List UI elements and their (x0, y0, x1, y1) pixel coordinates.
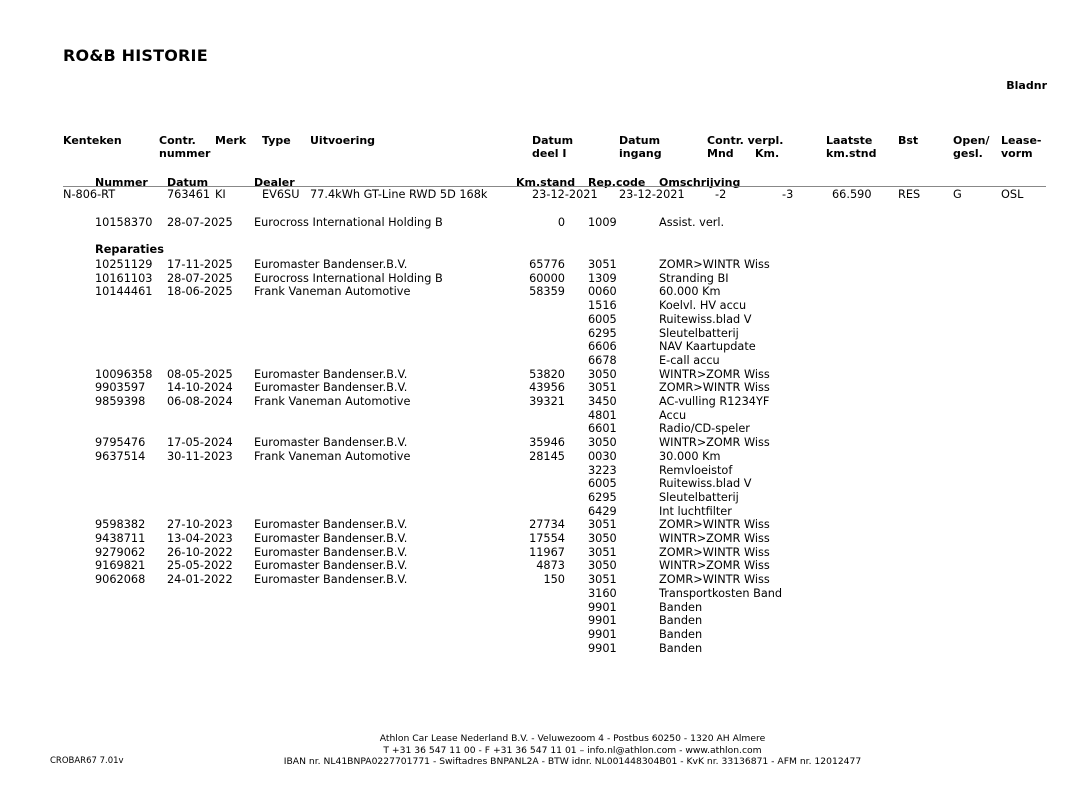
assist-kmstand: 0 (557, 216, 565, 229)
row-repcode: 3051 (588, 381, 617, 395)
row-omschrijving: ZOMR>WINTR Wiss (659, 258, 770, 271)
row-kmstand: 27734 (529, 518, 565, 532)
row-omschrijving: WINTR>ZOMR Wiss (659, 559, 770, 573)
row-dealer: Euromaster Bandenser.B.V. (254, 381, 408, 395)
row-dealer: Frank Vaneman Automotive (254, 449, 411, 463)
header-kenteken: Kenteken (63, 134, 122, 147)
header-mnd: Mnd (707, 147, 734, 160)
row-repcode: 1309 (588, 271, 617, 285)
row-repcode: 0030 (588, 449, 617, 463)
row-nummer: 10144461 (95, 285, 153, 299)
row-omschrijving: WINTR>ZOMR Wiss (659, 436, 770, 450)
subheader-dealer: Dealer (254, 176, 295, 189)
header-laatste-km: Laatste km.stnd (826, 134, 877, 160)
row-omschrijving: Radio/CD-speler (659, 422, 750, 436)
row-nummer: 9859398 (95, 395, 146, 408)
vehicle-uitvoering: 77.4kWh GT-Line RWD 5D 168k (310, 188, 488, 201)
row-repcode: 9901 (588, 614, 617, 628)
header-datum-deel: Datum deel I (532, 134, 574, 160)
row-nummer: 9169821 (95, 559, 146, 573)
row-kmstand: 4873 (536, 559, 565, 573)
row-repcode: 3450 (588, 395, 617, 408)
row-dealer: Euromaster Bandenser.B.V. (254, 545, 408, 559)
row-omschrijving: ZOMR>WINTR Wiss (659, 381, 770, 395)
subheader-datum: Datum (167, 176, 209, 189)
row-nummer: 9795476 (95, 436, 146, 450)
assist-datum: 28-07-2025 (167, 216, 233, 229)
header-uitvoering: Uitvoering (310, 134, 376, 147)
row-repcode: 6606 (588, 340, 617, 354)
row-datum: 08-05-2025 (167, 367, 233, 381)
row-omschrijving: Remvloeistof (659, 463, 733, 477)
row-nummer: 9903597 (95, 381, 146, 395)
reparaties-label: Reparaties (95, 243, 164, 256)
row-nummer: 10161103 (95, 271, 153, 285)
row-omschrijving: Accu (659, 408, 687, 422)
vehicle-km: -3 (782, 188, 794, 201)
row-repcode: 3050 (588, 436, 617, 450)
row-repcode: 3051 (588, 258, 617, 271)
header-bst: Bst (898, 134, 919, 147)
page-title: RO&B HISTORIE (63, 46, 208, 65)
row-omschrijving: Banden (659, 641, 703, 655)
header-lease-vorm: Lease- vorm (1001, 134, 1042, 160)
row-dealer: Euromaster Bandenser.B.V. (254, 532, 408, 545)
row-repcode: 6005 (588, 477, 617, 491)
row-omschrijving: NAV Kaartupdate (659, 340, 756, 354)
header-type: Type (262, 134, 291, 147)
row-repcode: 0060 (588, 285, 617, 299)
row-kmstand: 150 (543, 573, 565, 587)
row-omschrijving: 30.000 Km (659, 449, 721, 463)
row-repcode: 4801 (588, 408, 617, 422)
row-kmstand: 65776 (529, 258, 565, 271)
vehicle-mnd: -2 (715, 188, 727, 201)
row-repcode: 3050 (588, 559, 617, 573)
vehicle-kenteken: N-806-RT (63, 188, 116, 201)
footer-address: Athlon Car Lease Nederland B.V. - Veluwezoom 4 - Postbus 60250 - 1320 AH Almere (379, 733, 766, 744)
row-repcode: 3051 (588, 518, 617, 532)
row-datum: 30-11-2023 (167, 449, 233, 463)
row-dealer: Frank Vaneman Automotive (254, 395, 411, 408)
row-repcode: 6005 (588, 312, 617, 326)
row-dealer: Euromaster Bandenser.B.V. (254, 436, 408, 450)
row-repcode: 3160 (588, 586, 617, 600)
vehicle-datum-ingang: 23-12-2021 (619, 188, 685, 201)
row-datum: 24-01-2022 (167, 573, 233, 587)
row-nummer: 10096358 (95, 367, 153, 381)
row-repcode: 9901 (588, 641, 617, 655)
row-omschrijving: Sleutelbatterij (659, 326, 739, 340)
row-kmstand: 17554 (529, 532, 565, 545)
row-omschrijving: Ruitewiss.blad V (659, 312, 752, 326)
row-repcode: 6429 (588, 504, 617, 518)
row-kmstand: 60000 (529, 271, 565, 285)
row-omschrijving: Sleutelbatterij (659, 490, 739, 504)
header-open-gesl: Open/ gesl. (953, 134, 990, 160)
vehicle-merk: KI (215, 188, 226, 201)
row-kmstand: 35946 (529, 436, 565, 450)
footer-bank: IBAN nr. NL41BNPA0227701771 - Swiftadres BNPANL2A - BTW idnr. NL001448304B01 - KvK nr. 33136871 - AFM nr. 12012477 (283, 756, 862, 767)
subheader-nummer: Nummer (95, 176, 148, 189)
row-nummer: 9598382 (95, 518, 146, 532)
row-omschrijving: Transportkosten Band (659, 586, 783, 600)
row-datum: 17-11-2025 (167, 258, 233, 271)
row-repcode: 3223 (588, 463, 617, 477)
header-merk: Merk (215, 134, 247, 147)
row-dealer: Euromaster Bandenser.B.V. (254, 573, 408, 587)
row-nummer: 10251129 (95, 258, 153, 271)
row-datum: 14-10-2024 (167, 381, 233, 395)
row-dealer: Euromaster Bandenser.B.V. (254, 559, 408, 573)
row-repcode: 3051 (588, 545, 617, 559)
row-omschrijving: Banden (659, 614, 703, 628)
row-kmstand: 28145 (529, 449, 565, 463)
row-omschrijving: E-call accu (659, 353, 720, 367)
row-omschrijving: Ruitewiss.blad V (659, 477, 752, 491)
vehicle-laatste-km: 66.590 (832, 188, 872, 201)
row-repcode: 9901 (588, 627, 617, 641)
vehicle-lease-vorm: OSL (1001, 188, 1024, 201)
row-kmstand: 43956 (529, 381, 565, 395)
row-nummer: 9637514 (95, 449, 146, 463)
subheader-omschrijving: Omschrijving (659, 176, 741, 189)
row-dealer: Eurocross International Holding B (254, 271, 443, 285)
row-repcode: 3050 (588, 367, 617, 381)
row-omschrijving: AC-vulling R1234YF (659, 395, 770, 408)
row-dealer: Euromaster Bandenser.B.V. (254, 518, 408, 532)
row-repcode: 6678 (588, 353, 617, 367)
row-kmstand: 53820 (529, 367, 565, 381)
header-datum-ingang: Datum ingang (619, 134, 662, 160)
row-omschrijving: Banden (659, 600, 703, 614)
row-nummer: 9438711 (95, 532, 146, 545)
page-number-label: Bladnr (1006, 79, 1047, 92)
row-omschrijving: Banden (659, 627, 703, 641)
row-datum: 27-10-2023 (167, 518, 233, 532)
row-kmstand: 11967 (529, 545, 565, 559)
row-datum: 18-06-2025 (167, 285, 233, 299)
row-repcode: 3051 (588, 573, 617, 587)
row-dealer: Euromaster Bandenser.B.V. (254, 258, 408, 271)
assist-repcode: 1009 (588, 216, 617, 229)
row-omschrijving: ZOMR>WINTR Wiss (659, 573, 770, 587)
row-dealer: Frank Vaneman Automotive (254, 285, 411, 299)
row-omschrijving: WINTR>ZOMR Wiss (659, 532, 770, 545)
header-km: Km. (755, 147, 780, 160)
row-kmstand: 58359 (529, 285, 565, 299)
assist-omschrijving: Assist. verl. (659, 216, 725, 229)
header-contract-nummer: Contr. nummer (159, 134, 211, 160)
assist-dealer: Eurocross International Holding B (254, 216, 443, 229)
row-dealer: Euromaster Bandenser.B.V. (254, 367, 408, 381)
vehicle-datum-deel: 23-12-2021 (532, 188, 598, 201)
row-repcode: 6295 (588, 326, 617, 340)
row-repcode: 3050 (588, 532, 617, 545)
vehicle-type: EV6SU (262, 188, 300, 201)
row-repcode: 1516 (588, 299, 617, 313)
row-omschrijving: 60.000 Km (659, 285, 721, 299)
row-repcode: 6601 (588, 422, 617, 436)
row-omschrijving: Int luchtfilter (659, 504, 732, 518)
row-omschrijving: Koelvl. HV accu (659, 299, 747, 313)
vehicle-bst: RES (898, 188, 921, 201)
row-omschrijving: Stranding BI (659, 271, 729, 285)
row-datum: 13-04-2023 (167, 532, 233, 545)
row-omschrijving: ZOMR>WINTR Wiss (659, 545, 770, 559)
header-divider (63, 186, 1046, 187)
row-nummer: 9062068 (95, 573, 146, 587)
row-datum: 17-05-2024 (167, 436, 233, 450)
assist-nummer: 10158370 (95, 216, 153, 229)
row-kmstand: 39321 (529, 395, 565, 408)
row-nummer: 9279062 (95, 545, 146, 559)
row-datum: 28-07-2025 (167, 271, 233, 285)
vehicle-open-gesl: G (953, 188, 962, 201)
row-datum: 25-05-2022 (167, 559, 233, 573)
row-datum: 06-08-2024 (167, 395, 233, 408)
header-contr-verpl: Contr. verpl. (707, 134, 784, 147)
row-repcode: 6295 (588, 490, 617, 504)
row-datum: 26-10-2022 (167, 545, 233, 559)
row-omschrijving: WINTR>ZOMR Wiss (659, 367, 770, 381)
row-repcode: 9901 (588, 600, 617, 614)
subheader-kmstand: Km.stand (516, 176, 576, 189)
footer-version: CROBAR67 7.01v (50, 756, 124, 766)
row-omschrijving: ZOMR>WINTR Wiss (659, 518, 770, 532)
vehicle-contract: 763461 (167, 188, 211, 201)
footer-contact: T +31 36 547 11 00 - F +31 36 547 11 01 – info.nl@athlon.com - www.athlon.com (383, 745, 762, 756)
subheader-repcode: Rep.code (588, 176, 646, 189)
